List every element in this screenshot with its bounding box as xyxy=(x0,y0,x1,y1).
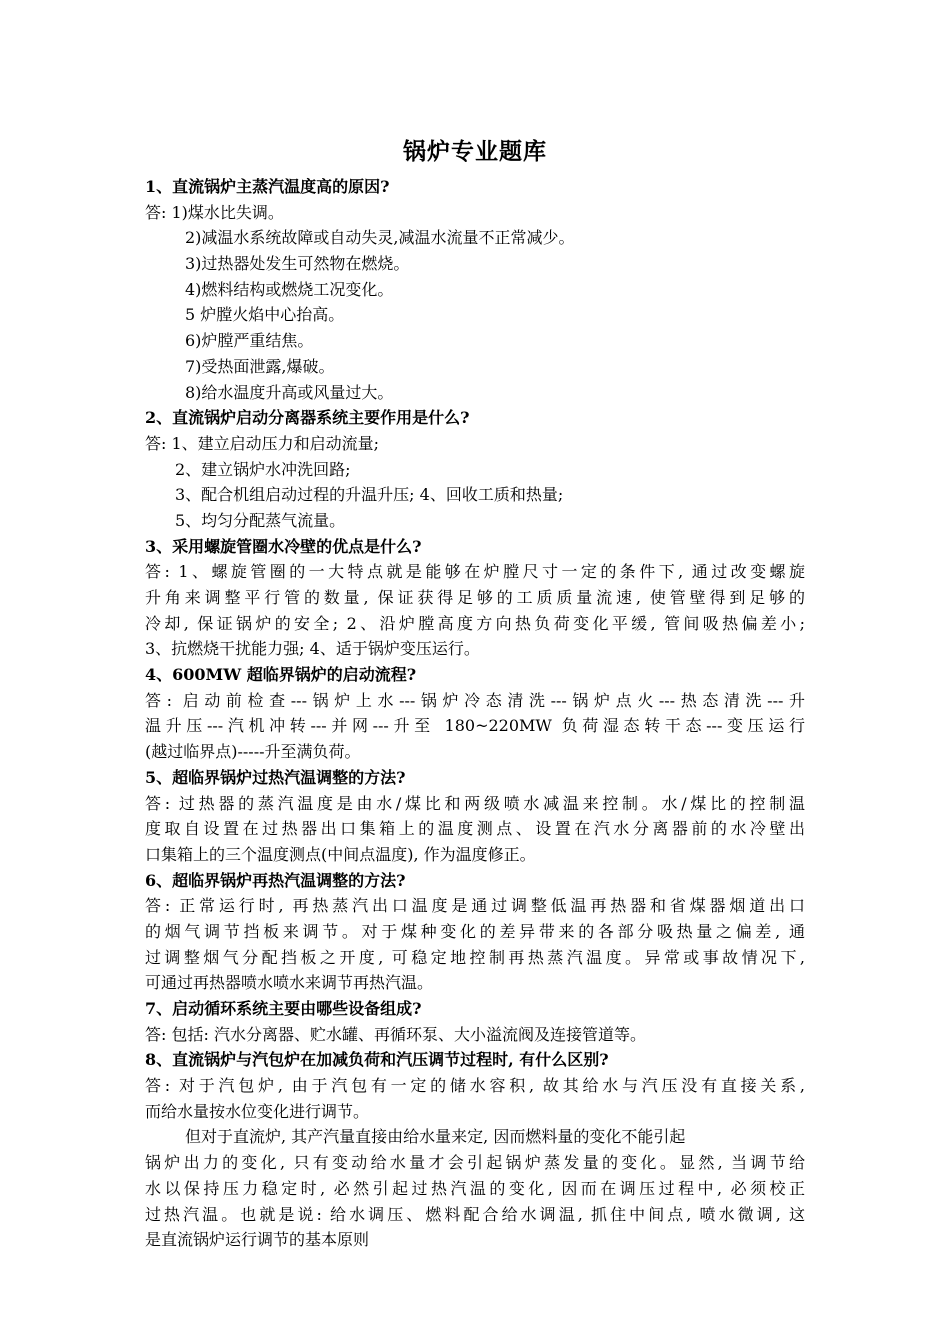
answer-5-line-2: 度取自设置在过热器出口集箱上的温度测点、设置在汽水分离器前的水冷壁出 xyxy=(145,819,805,839)
answer-8-line-5: 水以保持压力稳定时, 必然引起过热汽温的变化, 因而在调压过程中, 必须校正 xyxy=(145,1178,805,1198)
answer-8-line-4: 锅炉出力的变化, 只有变动给水量才会引起锅炉蒸发量的变化。显然, 当调节给 xyxy=(145,1153,805,1173)
answer-6-line-4: 可通过再热器喷水喷水来调节再热汽温。 xyxy=(145,973,434,993)
question-3: 3、采用螺旋管圈水冷壁的优点是什么? xyxy=(145,536,422,556)
answer-1-line-8: 8)给水温度升高或风量过大。 xyxy=(185,382,394,402)
answer-4-line-3: (越过临界点)-----升至满负荷。 xyxy=(145,742,361,762)
answer-1-line-2: 2)减温水系统故障或自动失灵,减温水流量不正常减少。 xyxy=(185,228,575,248)
answer-1-line-1: 答: 1)煤水比失调。 xyxy=(145,202,284,222)
answer-6-line-1: 答: 正常运行时, 再热蒸汽出口温度是通过调整低温再热器和省煤器烟道出口 xyxy=(145,896,805,916)
answer-5-line-3: 口集箱上的三个温度测点(中间点温度), 作为温度修正。 xyxy=(145,844,536,864)
answer-6-line-2: 的烟气调节挡板来调节。对于煤种变化的差异带来的各部分吸热量之偏差, 通 xyxy=(145,921,805,941)
question-6: 6、超临界锅炉再热汽温调整的方法? xyxy=(145,870,406,890)
question-7: 7、启动循环系统主要由哪些设备组成? xyxy=(145,999,422,1018)
answer-8-line-3: 但对于直流炉, 其产汽量直接由给水量来定, 因而燃料量的变化不能引起 xyxy=(185,1127,686,1147)
question-2: 2、直流锅炉启动分离器系统主要作用是什么? xyxy=(145,408,470,428)
answer-7-line-1: 答: 包括: 汽水分离器、贮水罐、再循环泵、大小溢流阀及连接管道等。 xyxy=(145,1024,646,1044)
answer-5-line-1: 答: 过热器的蒸汽温度是由水/煤比和两级喷水减温来控制。水/煤比的控制温 xyxy=(145,793,805,813)
answer-6-line-3: 过调整烟气分配挡板之开度, 可稳定地控制再热蒸汽温度。异常或事故情况下, xyxy=(145,947,805,967)
answer-2-line-2: 2、建立锅炉水冲洗回路; xyxy=(175,459,351,479)
answer-1-line-3: 3)过热器处发生可然物在燃烧。 xyxy=(185,254,410,274)
answer-2-line-1: 答: 1、建立启动压力和启动流量; xyxy=(145,433,380,453)
answer-3-line-4: 3、抗燃烧干扰能力强; 4、适于锅炉变压运行。 xyxy=(145,639,480,659)
answer-1-line-4: 4)燃料结构或燃烧工况变化。 xyxy=(185,279,394,299)
answer-3-line-2: 升角来调整平行管的数量, 保证获得足够的工质质量流速, 使管壁得到足够的 xyxy=(145,588,805,607)
answer-4-line-2: 温升压---汽机冲转---并网---升至 180~220MW 负荷湿态转干态---变压运行 xyxy=(145,716,805,736)
answer-1-line-6: 6)炉膛严重结焦。 xyxy=(185,331,314,351)
answer-8-line-7: 是直流锅炉运行调节的基本原则 xyxy=(145,1230,370,1250)
question-list xyxy=(145,174,805,1253)
answer-8-line-6: 过热汽温。也就是说: 给水调压、燃料配合给水调温, 抓住中间点, 喷水微调, 这 xyxy=(145,1204,805,1224)
answer-8-line-2: 而给水量按水位变化进行调节。 xyxy=(145,1101,370,1121)
question-1: 1、直流锅炉主蒸汽温度高的原因? xyxy=(145,177,390,196)
answer-1-line-7: 7)受热面泄露,爆破。 xyxy=(185,356,335,376)
answer-8-line-1: 答: 对于汽包炉, 由于汽包有一定的储水容积, 故其给水与汽压没有直接关系, xyxy=(145,1076,805,1096)
answer-3-line-1: 答: 1、螺旋管圈的一大特点就是能够在炉膛尺寸一定的条件下, 通过改变螺旋 xyxy=(145,562,805,582)
answer-2-line-4: 5、均匀分配蒸气流量。 xyxy=(175,510,346,530)
question-4: 4、600MW 超临界锅炉的启动流程? xyxy=(145,665,417,685)
answer-1-line-5: 5 炉膛火焰中心抬高。 xyxy=(185,305,345,325)
answer-4-line-1: 答: 启动前检查---锅炉上水---锅炉冷态清洗---锅炉点火---热态清洗---升 xyxy=(145,690,805,710)
answer-2-line-3: 3、配合机组启动过程的升温升压; 4、回收工质和热量; xyxy=(175,485,564,505)
question-5: 5、超临界锅炉过热汽温调整的方法? xyxy=(145,767,406,787)
question-8: 8、直流锅炉与汽包炉在加减负荷和汽压调节过程时, 有什么区别? xyxy=(145,1050,609,1070)
answer-3-line-3: 冷却, 保证锅炉的安全; 2、沿炉膛高度方向热负荷变化平缓, 管间吸热偏差小; xyxy=(145,613,805,633)
page-title: 锅炉专业题库 xyxy=(403,138,547,165)
